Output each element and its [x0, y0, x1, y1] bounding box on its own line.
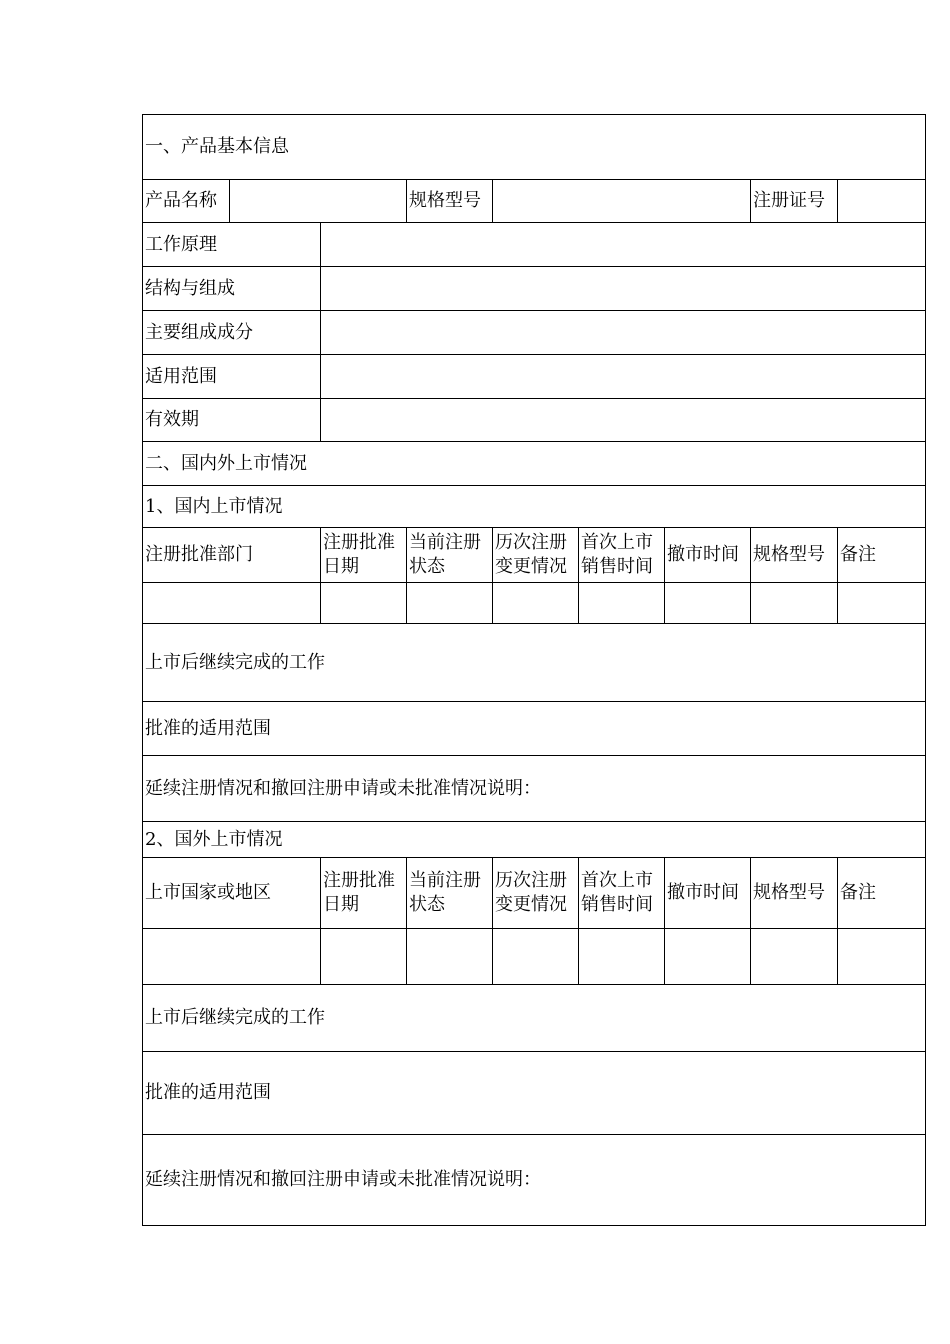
domestic-header-remarks: 备注	[838, 528, 926, 583]
overseas-header-current-status: 当前注册状态	[407, 858, 493, 929]
working-principle-field[interactable]	[321, 223, 926, 267]
domestic-header-first-sale: 首次上市销售时间	[579, 528, 665, 583]
domestic-cell-first-sale[interactable]	[579, 583, 665, 624]
overseas-cell-model[interactable]	[751, 929, 838, 985]
overseas-header-model: 规格型号	[751, 858, 838, 929]
section1-title: 一、产品基本信息	[143, 115, 926, 180]
overseas-header-country: 上市国家或地区	[143, 858, 321, 929]
domestic-cell-current-status[interactable]	[407, 583, 493, 624]
overseas-cell-remarks[interactable]	[838, 929, 926, 985]
domestic-header-model: 规格型号	[751, 528, 838, 583]
domestic-cell-withdrawal[interactable]	[665, 583, 751, 624]
overseas-title: 2、国外上市情况	[143, 822, 926, 858]
product-name-label: 产品名称	[143, 180, 230, 223]
overseas-post-market-work[interactable]: 上市后继续完成的工作	[143, 985, 926, 1052]
overseas-cell-country[interactable]	[143, 929, 321, 985]
scope-label: 适用范围	[143, 355, 321, 399]
section2-title: 二、国内外上市情况	[143, 442, 926, 486]
overseas-cell-withdrawal[interactable]	[665, 929, 751, 985]
domestic-cell-change-history[interactable]	[493, 583, 579, 624]
validity-field[interactable]	[321, 399, 926, 442]
domestic-header-current-status: 当前注册状态	[407, 528, 493, 583]
domestic-cell-model[interactable]	[751, 583, 838, 624]
domestic-renewal-note[interactable]: 延续注册情况和撤回注册申请或未批准情况说明：	[143, 756, 926, 822]
overseas-header-change-history: 历次注册变更情况	[493, 858, 579, 929]
model-field[interactable]	[493, 180, 751, 223]
overseas-header-withdrawal: 撤市时间	[665, 858, 751, 929]
domestic-header-dept: 注册批准部门	[143, 528, 321, 583]
product-name-field[interactable]	[230, 180, 407, 223]
overseas-cell-change-history[interactable]	[493, 929, 579, 985]
reg-no-label: 注册证号	[751, 180, 838, 223]
domestic-title: 1、国内上市情况	[143, 486, 926, 528]
scope-field[interactable]	[321, 355, 926, 399]
structure-label: 结构与组成	[143, 267, 321, 311]
overseas-cell-first-sale[interactable]	[579, 929, 665, 985]
structure-field[interactable]	[321, 267, 926, 311]
domestic-header-change-history: 历次注册变更情况	[493, 528, 579, 583]
domestic-cell-dept[interactable]	[143, 583, 321, 624]
working-principle-label: 工作原理	[143, 223, 321, 267]
model-label: 规格型号	[407, 180, 493, 223]
validity-label: 有效期	[143, 399, 321, 442]
domestic-header-withdrawal: 撤市时间	[665, 528, 751, 583]
overseas-renewal-note[interactable]: 延续注册情况和撤回注册申请或未批准情况说明：	[143, 1135, 926, 1226]
main-components-field[interactable]	[321, 311, 926, 355]
main-components-label: 主要组成成分	[143, 311, 321, 355]
product-info-form	[142, 114, 926, 1226]
overseas-header-remarks: 备注	[838, 858, 926, 929]
overseas-approved-scope[interactable]: 批准的适用范围	[143, 1052, 926, 1135]
reg-no-field[interactable]	[838, 180, 926, 223]
domestic-cell-approval-date[interactable]	[321, 583, 407, 624]
overseas-cell-current-status[interactable]	[407, 929, 493, 985]
overseas-header-approval-date: 注册批准日期	[321, 858, 407, 929]
overseas-cell-approval-date[interactable]	[321, 929, 407, 985]
domestic-approved-scope[interactable]: 批准的适用范围	[143, 702, 926, 756]
domestic-header-approval-date: 注册批准日期	[321, 528, 407, 583]
domestic-post-market-work[interactable]: 上市后继续完成的工作	[143, 624, 926, 702]
domestic-cell-remarks[interactable]	[838, 583, 926, 624]
overseas-header-first-sale: 首次上市销售时间	[579, 858, 665, 929]
